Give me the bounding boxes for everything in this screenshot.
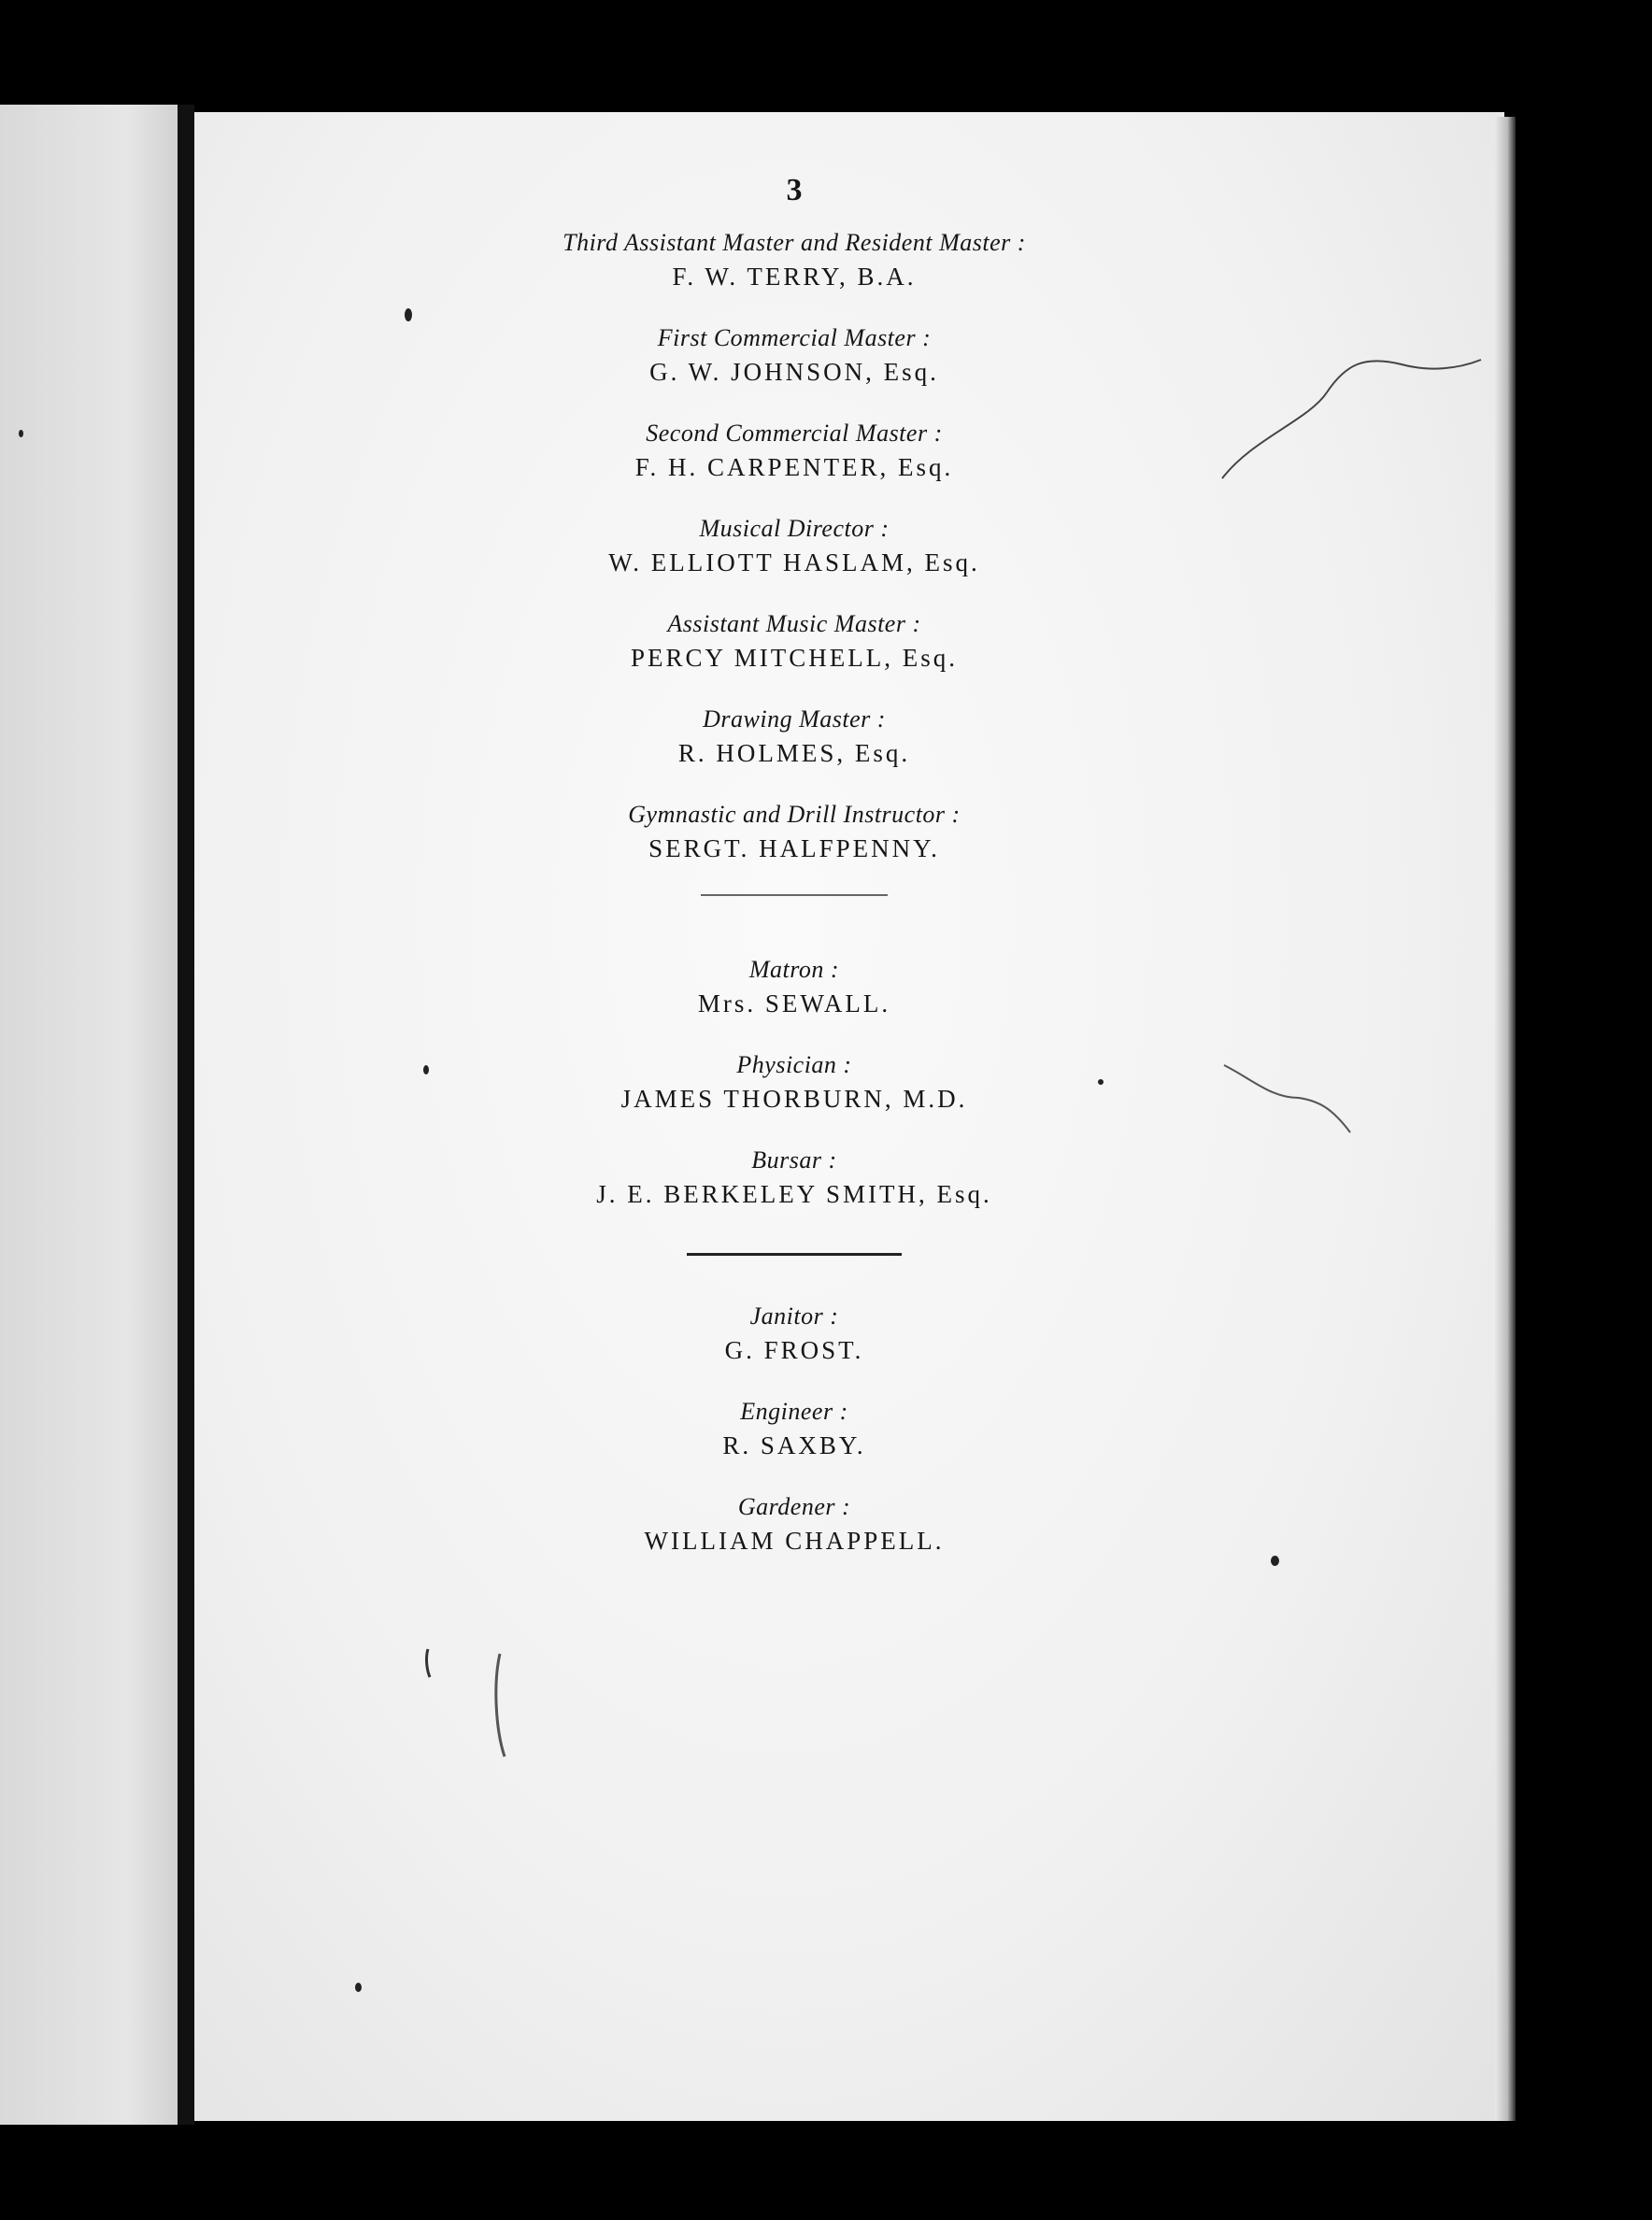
staff-entry — [374, 418, 1215, 485]
ink-spot — [19, 430, 23, 437]
staff-entry — [374, 1301, 1215, 1368]
staff-name: W. ELLIOTT HASLAM, Esq. — [608, 548, 980, 576]
staff-name: G. W. JOHNSON, Esq. — [649, 358, 939, 386]
staff-entry — [374, 1145, 1215, 1212]
staff-role: Engineer : — [740, 1398, 848, 1425]
ink-spot — [1271, 1556, 1279, 1566]
staff-role: Second Commercial Master : — [646, 420, 943, 447]
staff-name: JAMES THORBURN, M.D. — [620, 1085, 968, 1113]
staff-name: F. H. CARPENTER, Esq. — [634, 453, 954, 481]
staff-role: Matron : — [748, 956, 840, 983]
staff-role: Bursar : — [751, 1146, 837, 1174]
staff-name: F. W. TERRY, B.A. — [672, 263, 917, 291]
staff-entry — [374, 227, 1215, 294]
staff-name: PERCY MITCHELL, Esq. — [631, 644, 958, 672]
staff-role: Assistant Music Master : — [667, 610, 921, 637]
staff-group-officers — [374, 954, 1215, 1212]
staff-entry — [374, 799, 1215, 866]
staff-group-service — [374, 1301, 1215, 1558]
staff-name: SERGT. HALFPENNY. — [648, 834, 940, 862]
staff-name: J. E. BERKELEY SMITH, Esq. — [596, 1180, 992, 1208]
page-number: 3 — [786, 173, 803, 207]
staff-entry — [374, 513, 1215, 580]
section-divider — [687, 1253, 902, 1256]
staff-name: R. SAXBY. — [722, 1431, 866, 1459]
staff-role: Gymnastic and Drill Instructor : — [628, 801, 961, 828]
staff-name: Mrs. SEWALL. — [697, 989, 891, 1018]
section-divider — [701, 894, 888, 896]
staff-name: G. FROST. — [724, 1336, 864, 1364]
staff-entry — [374, 322, 1215, 390]
staff-entry — [374, 1491, 1215, 1558]
staff-listing — [374, 173, 1215, 1587]
staff-role: Gardener : — [737, 1493, 851, 1520]
staff-entry — [374, 1049, 1215, 1117]
staff-role: Musical Director : — [699, 515, 890, 542]
staff-entry — [374, 954, 1215, 1021]
staff-entry — [374, 608, 1215, 676]
staff-role: First Commercial Master : — [657, 324, 932, 351]
staff-entry — [374, 704, 1215, 771]
staff-role: Janitor : — [749, 1302, 839, 1330]
staff-entry — [374, 1396, 1215, 1463]
staff-role: Physician : — [736, 1051, 852, 1078]
staff-name: R. HOLMES, Esq. — [677, 739, 911, 767]
staff-group-masters — [374, 227, 1215, 866]
staff-name: WILLIAM CHAPPELL. — [644, 1527, 945, 1555]
ink-spot — [355, 1983, 362, 1992]
staff-role: Drawing Master : — [703, 705, 886, 733]
staff-role: Third Assistant Master and Resident Master : — [563, 229, 1026, 256]
